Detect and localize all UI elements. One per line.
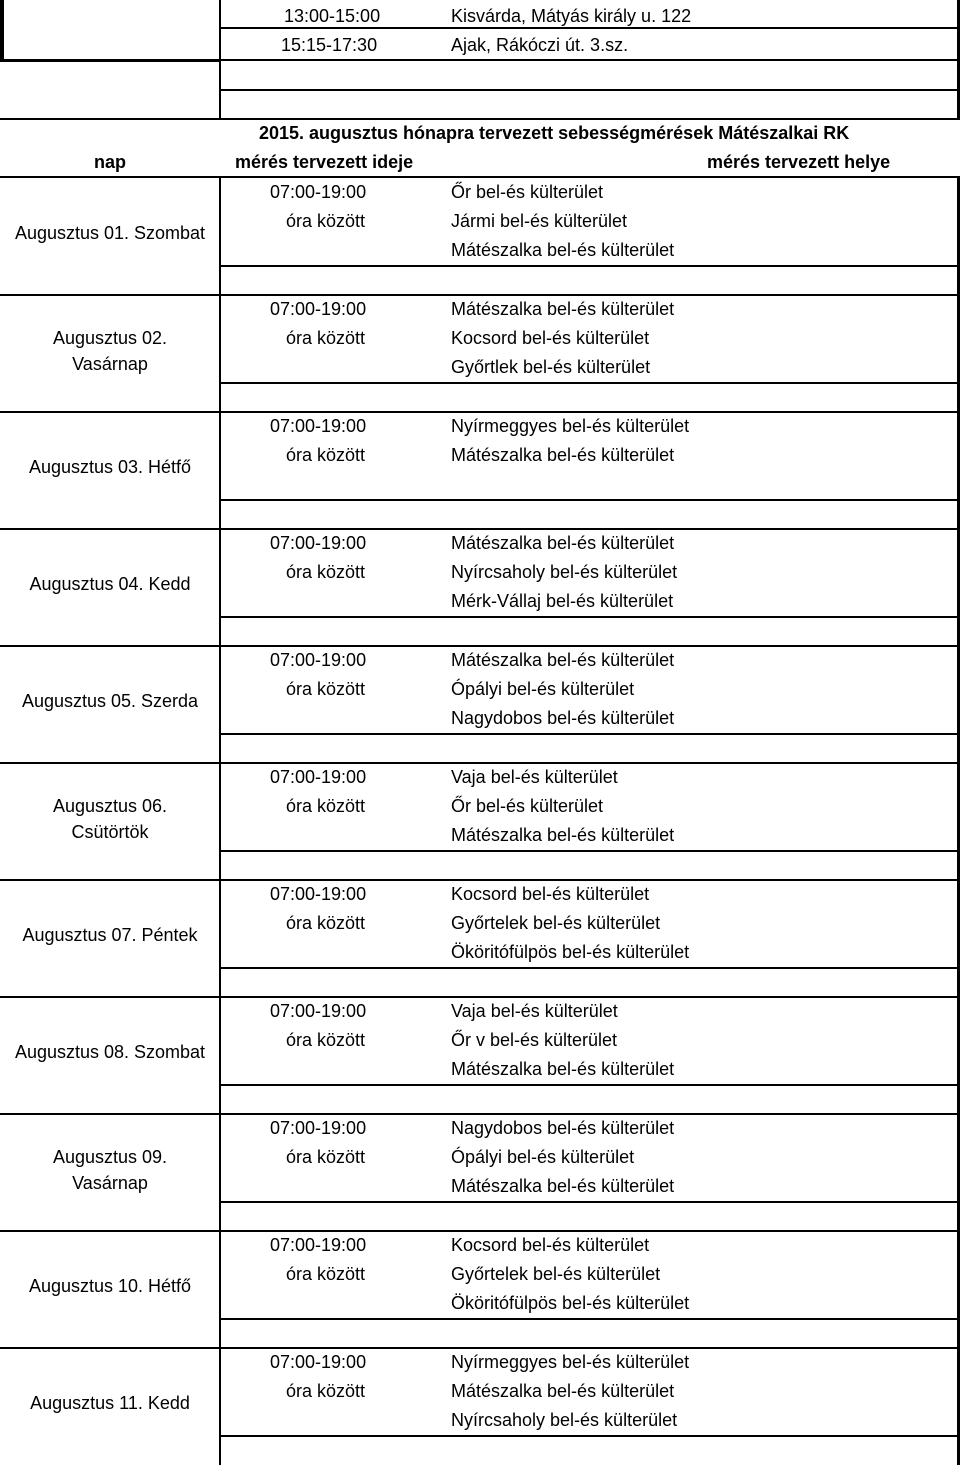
grid-line xyxy=(0,879,960,881)
day-label-line: Augusztus 09. xyxy=(52,1147,168,1167)
grid-line xyxy=(219,850,960,852)
location: Vaja bel-és külterület xyxy=(451,767,618,787)
time-note: óra között xyxy=(286,1147,366,1167)
location: Őr v bel-és külterület xyxy=(451,1030,618,1050)
location: Jármi bel-és külterület xyxy=(451,211,628,231)
time-note: óra között xyxy=(286,913,366,933)
location: Mátészalka bel-és külterület xyxy=(451,1059,675,1079)
grid-line xyxy=(219,1435,960,1437)
location: Mátészalka bel-és külterület xyxy=(451,1381,675,1401)
day-label xyxy=(0,1392,220,1414)
day-label xyxy=(0,1144,220,1196)
time-range: 07:00-19:00 xyxy=(270,1001,367,1021)
grid-line xyxy=(219,499,960,501)
time-range: 07:00-19:00 xyxy=(270,1235,367,1255)
grid-line xyxy=(219,733,960,735)
location: Ópályi bel-és külterület xyxy=(451,1147,635,1167)
time-note: óra között xyxy=(286,211,366,231)
location: Mátészalka bel-és külterület xyxy=(451,299,675,319)
location: Ököritófülpös bel-és külterület xyxy=(451,1293,690,1313)
time-note: óra között xyxy=(286,445,366,465)
day-label-line: Augusztus 01. Szombat xyxy=(14,223,206,243)
location: Győrtelek bel-és külterület xyxy=(451,1264,661,1284)
time-range: 07:00-19:00 xyxy=(270,767,367,787)
location: Győrtlek bel-és külterület xyxy=(451,357,651,377)
day-label-line: Augusztus 08. Szombat xyxy=(14,1042,206,1062)
header-place: mérés tervezett helye xyxy=(707,152,891,172)
day-label-line: Augusztus 05. Szerda xyxy=(21,691,199,711)
grid-line xyxy=(0,1230,960,1232)
grid-line xyxy=(219,529,221,646)
day-label xyxy=(0,325,220,377)
time-note: óra között xyxy=(286,1030,366,1050)
location: Őr bel-és külterület xyxy=(451,796,604,816)
top-row-2-place: Ajak, Rákóczi út. 3.sz. xyxy=(451,35,629,55)
location: Vaja bel-és külterület xyxy=(451,1001,618,1021)
day-label-line: Augusztus 04. Kedd xyxy=(29,574,191,594)
grid-line xyxy=(219,880,221,997)
grid-line xyxy=(0,645,960,647)
location: Nagydobos bel-és külterület xyxy=(451,1118,675,1138)
grid-line xyxy=(219,646,221,763)
location: Mátészalka bel-és külterület xyxy=(451,825,675,845)
time-note: óra között xyxy=(286,328,366,348)
top-row-2-time: 15:15-17:30 xyxy=(281,35,378,55)
location: Őr bel-és külterület xyxy=(451,182,604,202)
time-range: 07:00-19:00 xyxy=(270,1118,367,1138)
grid-line xyxy=(219,412,221,529)
grid-line xyxy=(219,1084,960,1086)
time-range: 07:00-19:00 xyxy=(270,533,367,553)
page-title: 2015. augusztus hónapra tervezett sebességmérések Mátészalkai RK xyxy=(259,123,850,143)
grid-line xyxy=(219,1201,960,1203)
day-label xyxy=(0,573,220,595)
location: Mátészalka bel-és külterület xyxy=(451,445,675,465)
grid-line xyxy=(0,411,960,413)
time-note: óra között xyxy=(286,562,366,582)
location: Győrtelek bel-és külterület xyxy=(451,913,661,933)
day-label-line: Augusztus 07. Péntek xyxy=(22,925,198,945)
day-label xyxy=(0,222,220,244)
day-label xyxy=(0,1041,220,1063)
time-range: 07:00-19:00 xyxy=(270,884,367,904)
header-day: nap xyxy=(94,152,127,172)
day-label xyxy=(0,456,220,478)
grid-line xyxy=(0,118,960,120)
time-range: 07:00-19:00 xyxy=(270,182,367,202)
time-note: óra között xyxy=(286,1264,366,1284)
grid-line xyxy=(0,294,960,296)
day-label xyxy=(0,1275,220,1297)
day-label-line: Augusztus 10. Hétfő xyxy=(28,1276,192,1296)
time-range: 07:00-19:00 xyxy=(270,299,367,319)
grid-line xyxy=(219,178,221,295)
location: Ópályi bel-és külterület xyxy=(451,679,635,699)
grid-line xyxy=(0,59,220,62)
location: Kocsord bel-és külterület xyxy=(451,328,650,348)
grid-line xyxy=(219,265,960,267)
location: Mátészalka bel-és külterület xyxy=(451,533,675,553)
location: Nyírcsaholy bel-és külterület xyxy=(451,1410,678,1430)
time-range: 07:00-19:00 xyxy=(270,650,367,670)
time-range: 07:00-19:00 xyxy=(270,416,367,436)
grid-line xyxy=(0,1347,960,1349)
grid-line xyxy=(219,295,221,412)
grid-line xyxy=(219,382,960,384)
grid-line xyxy=(0,1113,960,1115)
location: Nyírmeggyes bel-és külterület xyxy=(451,416,690,436)
top-row-1-place: Kisvárda, Mátyás király u. 122 xyxy=(451,6,692,26)
location: Nagydobos bel-és külterület xyxy=(451,708,675,728)
header-time: mérés tervezett ideje xyxy=(235,152,414,172)
grid-line xyxy=(219,967,960,969)
location: Kocsord bel-és külterület xyxy=(451,884,650,904)
grid-line xyxy=(219,1231,221,1348)
grid-line xyxy=(219,763,221,880)
day-label xyxy=(0,793,220,845)
grid-line xyxy=(219,997,221,1114)
location: Ököritófülpös bel-és külterület xyxy=(451,942,690,962)
grid-line xyxy=(0,528,960,530)
day-label-line: Vasárnap xyxy=(72,354,148,374)
grid-line xyxy=(0,176,960,178)
day-label-line: Augusztus 11. Kedd xyxy=(30,1393,190,1413)
day-label-line: Vasárnap xyxy=(72,1173,148,1193)
grid-line xyxy=(0,0,4,62)
day-label xyxy=(0,690,220,712)
grid-line xyxy=(219,59,960,61)
top-row-1-time: 13:00-15:00 xyxy=(284,6,381,26)
location: Mátészalka bel-és külterület xyxy=(451,240,675,260)
time-range: 07:00-19:00 xyxy=(270,1352,367,1372)
time-note: óra között xyxy=(286,796,366,816)
time-note: óra között xyxy=(286,679,366,699)
grid-line xyxy=(219,1348,221,1465)
grid-line xyxy=(219,89,960,91)
location: Mérk-Vállaj bel-és külterület xyxy=(451,591,674,611)
day-label-line: Augusztus 03. Hétfő xyxy=(28,457,192,477)
day-label xyxy=(0,924,220,946)
day-label-line: Augusztus 02. xyxy=(52,328,168,348)
grid-line xyxy=(219,27,960,29)
location: Kocsord bel-és külterület xyxy=(451,1235,650,1255)
day-label-line: Augusztus 06. xyxy=(52,796,168,816)
grid-line xyxy=(219,1318,960,1320)
grid-line xyxy=(0,996,960,998)
time-note: óra között xyxy=(286,1381,366,1401)
location: Mátészalka bel-és külterület xyxy=(451,650,675,670)
grid-line xyxy=(219,1114,221,1231)
grid-line xyxy=(219,616,960,618)
location: Mátészalka bel-és külterület xyxy=(451,1176,675,1196)
grid-line xyxy=(0,762,960,764)
location: Nyírcsaholy bel-és külterület xyxy=(451,562,678,582)
day-label-line: Csütörtök xyxy=(71,822,149,842)
location: Nyírmeggyes bel-és külterület xyxy=(451,1352,690,1372)
